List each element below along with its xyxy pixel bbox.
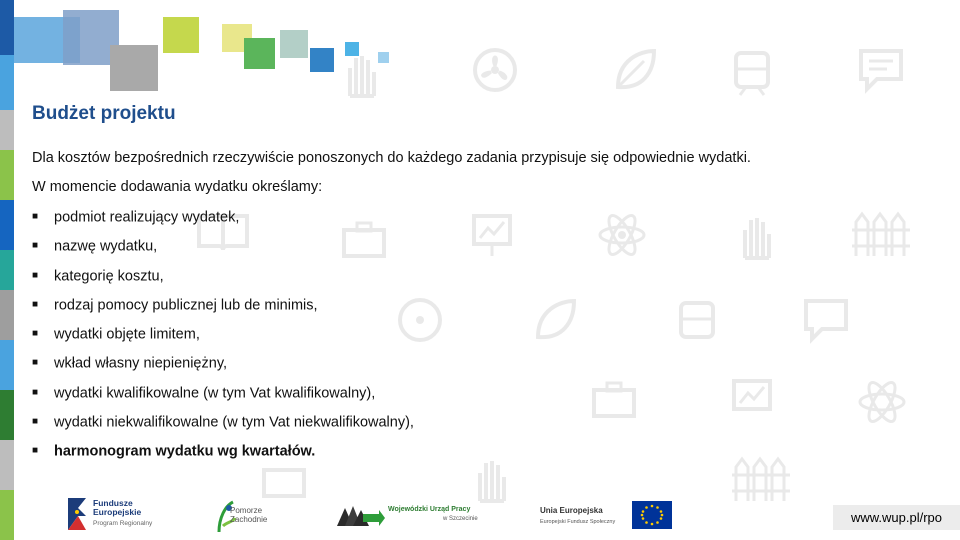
fence-icon: [730, 455, 794, 505]
wup-line1: Wojewódzki Urząd Pracy: [388, 506, 471, 513]
list-item: [32, 320, 414, 349]
chat-icon: [800, 295, 852, 345]
list-item: [32, 262, 414, 291]
fundusze-europejskie-logo: [66, 492, 156, 536]
bullet-icon: ■: [32, 386, 39, 398]
leaf-icon: [530, 295, 580, 345]
bullet-icon: ■: [32, 328, 39, 340]
fe-line1: Fundusze: [93, 498, 133, 508]
fe-line3: Program Regionalny: [93, 520, 153, 527]
list-item-text: kategorię kosztu,: [54, 268, 164, 285]
bullet-icon: ■: [32, 416, 39, 428]
wup-logo: [335, 492, 485, 536]
fan-icon: [470, 45, 520, 95]
website-url[interactable]: www.wup.pl/rpo: [833, 505, 960, 530]
list-item-text: nazwę wydatku,: [54, 238, 158, 255]
chat-icon: [855, 45, 907, 95]
list-item: [32, 408, 414, 437]
bullet-icon: ■: [32, 240, 39, 252]
slide-title: Budżet projektu: [32, 103, 176, 124]
list-item-text: wkład własny niepieniężny,: [54, 355, 228, 372]
wup-emblem-icon: [335, 500, 385, 530]
footer-logo-bar: [60, 492, 700, 536]
expense-attribute-list: [32, 203, 414, 467]
list-item-text: wydatki niekwalifikowalne (w tym Vat niekwalifikowalny),: [54, 414, 414, 431]
hand-icon: [340, 50, 380, 100]
atom-icon: [595, 208, 649, 262]
fe-line2: Europejskie: [93, 507, 142, 517]
list-item: [32, 232, 414, 261]
tram-icon: [675, 295, 719, 347]
wup-line2: w Szczecinie: [443, 516, 478, 522]
pomorze-line1: Pomorze: [230, 506, 263, 515]
leaf-icon: [610, 45, 660, 95]
pomorze-zachodnie-logo: [215, 492, 280, 536]
pomorze-line2: Zachodnie: [230, 515, 268, 524]
bullet-icon: ■: [32, 269, 39, 281]
chart-board-icon: [730, 375, 774, 423]
tram-icon: [730, 45, 774, 97]
list-item-text: rodzaj pomocy publicznej lub de minimis,: [54, 297, 318, 314]
eu-line2: Europejski Fundusz Społeczny: [540, 519, 616, 525]
list-item: [32, 437, 414, 466]
hand-icon: [735, 212, 775, 262]
list-item: [32, 379, 414, 408]
bullet-icon: ■: [32, 357, 39, 369]
eu-flag-icon: [632, 501, 672, 529]
bullet-icon: ■: [32, 298, 39, 310]
intro-paragraph: Dla kosztów bezpośrednich rzeczywiście ponoszonych do każdego zadania przypisuje się odpowiednie wydatki.: [32, 150, 751, 166]
bullet-icon: ■: [32, 211, 39, 222]
list-item-text: harmonogram wydatku wg kwartałów.: [54, 443, 316, 460]
fence-icon: [850, 210, 914, 260]
briefcase-icon: [590, 380, 638, 420]
eu-line1: Unia Europejska: [540, 506, 603, 515]
bullet-icon: ■: [32, 445, 39, 457]
list-item-text: wydatki objęte limitem,: [54, 326, 200, 343]
lead-paragraph: W momencie dodawania wydatku określamy:: [32, 179, 323, 195]
list-item-text: podmiot realizujący wydatek,: [54, 209, 240, 226]
list-item: [32, 203, 414, 232]
eu-logo: [540, 492, 675, 536]
fe-emblem-icon: [66, 496, 88, 532]
list-item: [32, 291, 414, 320]
atom-icon: [855, 375, 909, 429]
list-item-text: wydatki kwalifikowalne (w tym Vat kwalifikowalny),: [54, 385, 376, 402]
list-item: [32, 349, 414, 378]
chart-board-icon: [470, 210, 514, 258]
